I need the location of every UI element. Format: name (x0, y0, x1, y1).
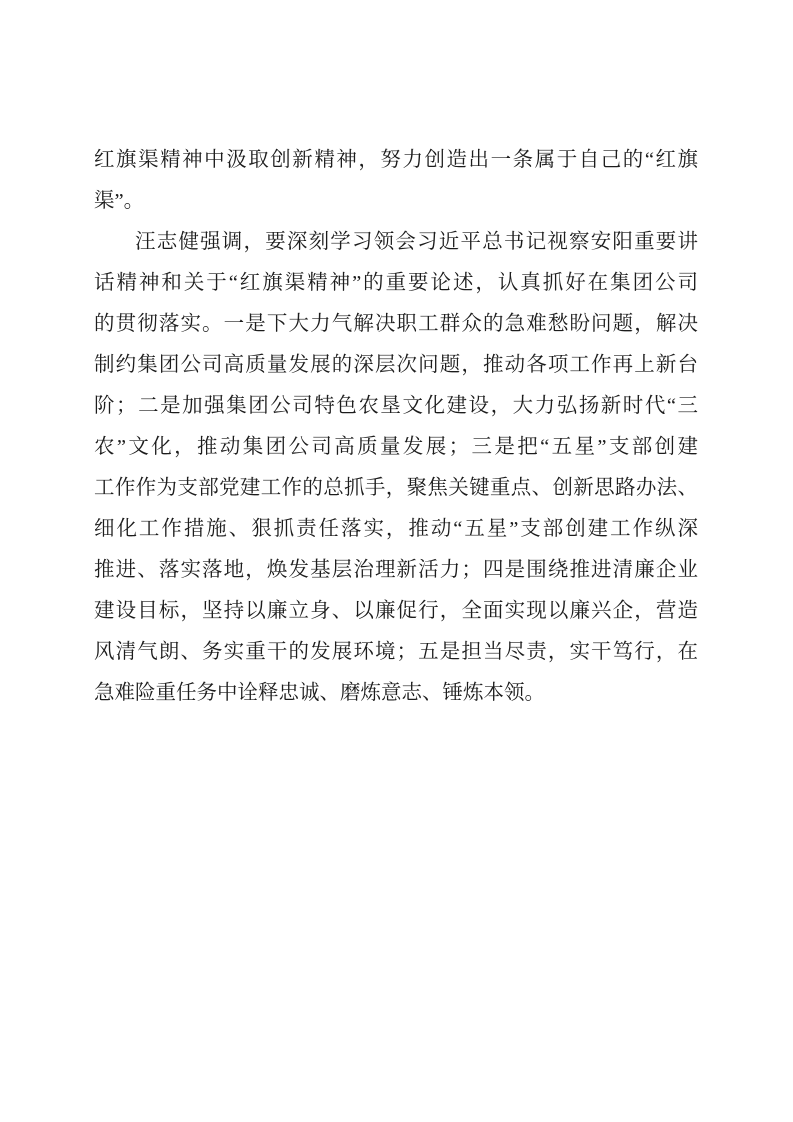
paragraph-1 (94, 140, 698, 222)
text-line: 建设目标，坚持以廉立身、以廉促行，全面实现以廉兴企，营造 (94, 600, 698, 622)
text-line: 工作作为支部党建工作的总抓手，聚焦关键重点、创新思路办法、 (94, 477, 698, 499)
text-line: 话精神和关于“红旗渠精神”的重要论述，认真抓好在集团公司 (94, 272, 698, 294)
text-line: 农”文化，推动集团公司高质量发展；三是把“五星”支部创建 (94, 436, 698, 458)
paragraph-2 (94, 222, 698, 714)
text-line: 急难险重任务中诠释忠诚、磨炼意志、锤炼本领。 (94, 682, 545, 704)
text-line: 制约集团公司高质量发展的深层次问题，推动各项工作再上新台 (94, 354, 698, 376)
text-line: 渠”。 (94, 190, 145, 212)
text-line: 阶；二是加强集团公司特色农垦文化建设，大力弘扬新时代“三 (94, 395, 698, 417)
text-line: 红旗渠精神中汲取创新精神，努力创造出一条属于自己的“红旗 (94, 149, 698, 171)
text-line: 推进、落实落地，焕发基层治理新活力；四是围绕推进清廉企业 (94, 559, 698, 581)
text-line: 风清气朗、务实重干的发展环境；五是担当尽责，实干笃行，在 (94, 641, 698, 663)
text-line: 汪志健强调，要深刻学习领会习近平总书记视察安阳重要讲 (135, 231, 698, 253)
text-line: 细化工作措施、狠抓责任落实，推动“五星”支部创建工作纵深 (94, 518, 698, 540)
text-block (94, 140, 698, 714)
text-line: 的贯彻落实。一是下大力气解决职工群众的急难愁盼问题，解决 (94, 313, 698, 335)
